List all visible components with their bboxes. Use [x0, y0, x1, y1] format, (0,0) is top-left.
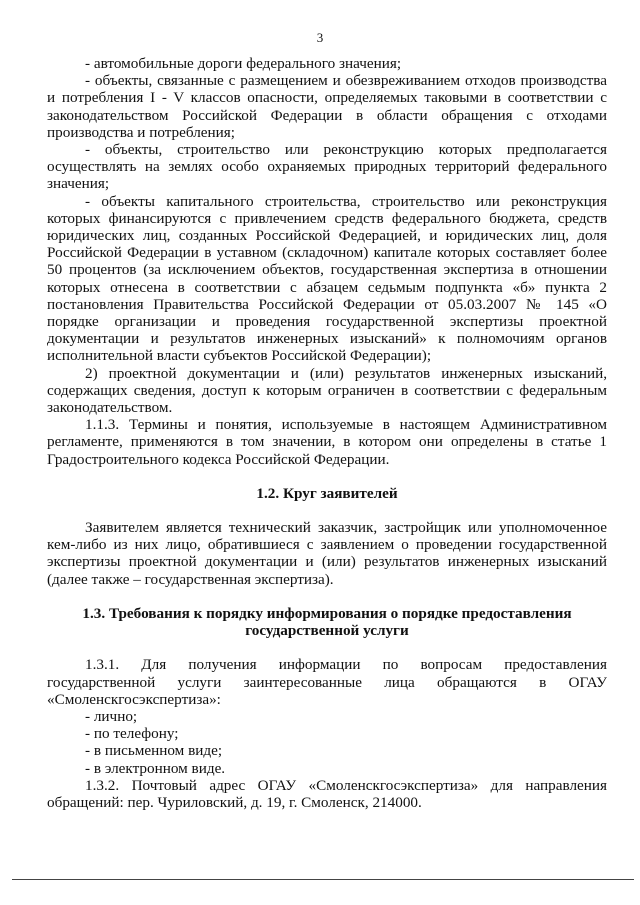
- document-body: [47, 55, 607, 811]
- spacer: [47, 588, 607, 605]
- list-item-protected-territories: - объекты, строительство или реконструкцию которых предполагается осуществлять на землях особо охраняемых природных территорий федерального значения;: [47, 141, 607, 193]
- list-item-waste-objects: - объекты, связанные с размещением и обезвреживанием отходов производства и потребления I - V классов опасности, определяемых таковыми в соответствии с законодательством Российской Федерации в области обращения с отходами производства и потребления;: [47, 72, 607, 141]
- list-item-in-person: - лично;: [85, 707, 138, 725]
- list-item-in-writing: - в письменном виде;: [85, 742, 223, 760]
- paragraph-1-1-3: 1.1.3. Термины и понятия, используемые в настоящем Административном регламенте, применяются в том значении, в котором они определены в статье 1 Градостроительного кодекса Российской Федерации.: [47, 416, 607, 468]
- list-item-federal-roads: - автомобильные дороги федерального значения;: [85, 55, 402, 72]
- bottom-rule: [12, 879, 634, 880]
- spacer: [47, 639, 607, 656]
- section-heading-1-3-line2: государственной услуги: [245, 622, 409, 640]
- section-heading-1-3-line1: 1.3. Требования к порядку информирования о порядке предоставления: [82, 604, 572, 622]
- paragraph-item-2: 2) проектной документации и (или) результатов инженерных изысканий, содержащих сведения, доступ к которым ограничен в соответствии с федеральным законодательством.: [47, 364, 607, 417]
- paragraph-applicants: Заявителем является технический заказчик, застройщик или уполномоченное кем-либо из них лицо, обратившиеся с заявлением о проведении государственной экспертизы проектной документации и (или) результатов инженерных изысканий (далее также – государственная экспертиза).: [47, 519, 607, 588]
- spacer: [47, 502, 607, 519]
- paragraph-1-3-1: 1.3.1. Для получения информации по вопросам предоставления государственной услуги заинтересованные лица обращаются в ОГАУ «Смоленскгосэкспертиза»:: [47, 656, 607, 708]
- section-heading-1-2: 1.2. Круг заявителей: [256, 484, 398, 502]
- paragraph-1-3-2: 1.3.2. Почтовый адрес ОГАУ «Смоленскгосэкспертиза» для направления обращений: пер. Чуриловский, д. 19, г. Смоленск, 214000.: [47, 776, 607, 811]
- page-number: 3: [316, 30, 324, 45]
- list-item-electronic: - в электронном виде.: [85, 759, 226, 777]
- spacer: [47, 468, 607, 485]
- list-item-by-phone: - по телефону;: [85, 725, 179, 743]
- list-item-capital-construction: - объекты капитального строительства, строительство или реконструкция которых финансируются с привлечением средств федерального бюджета, средств юридических лиц, созданных Российской Федерацией, и юридических лиц, доля Российской Федерации в уставном (складочном) капитале которых составляет более 50 процентов (за исключением объектов, государственная экспертиза в отношении которых отнесена в соответствии с абзацем седьмым подпункта «б» пункта 2 постановления Правительства Российской Федерации от 05.03.2007 № 145 «О порядке организации и проведения государственной экспертизы проектной документации и результатов инженерных изысканий» к полномочиям органов исполнительной власти субъектов Российской Федерации);: [47, 192, 607, 365]
